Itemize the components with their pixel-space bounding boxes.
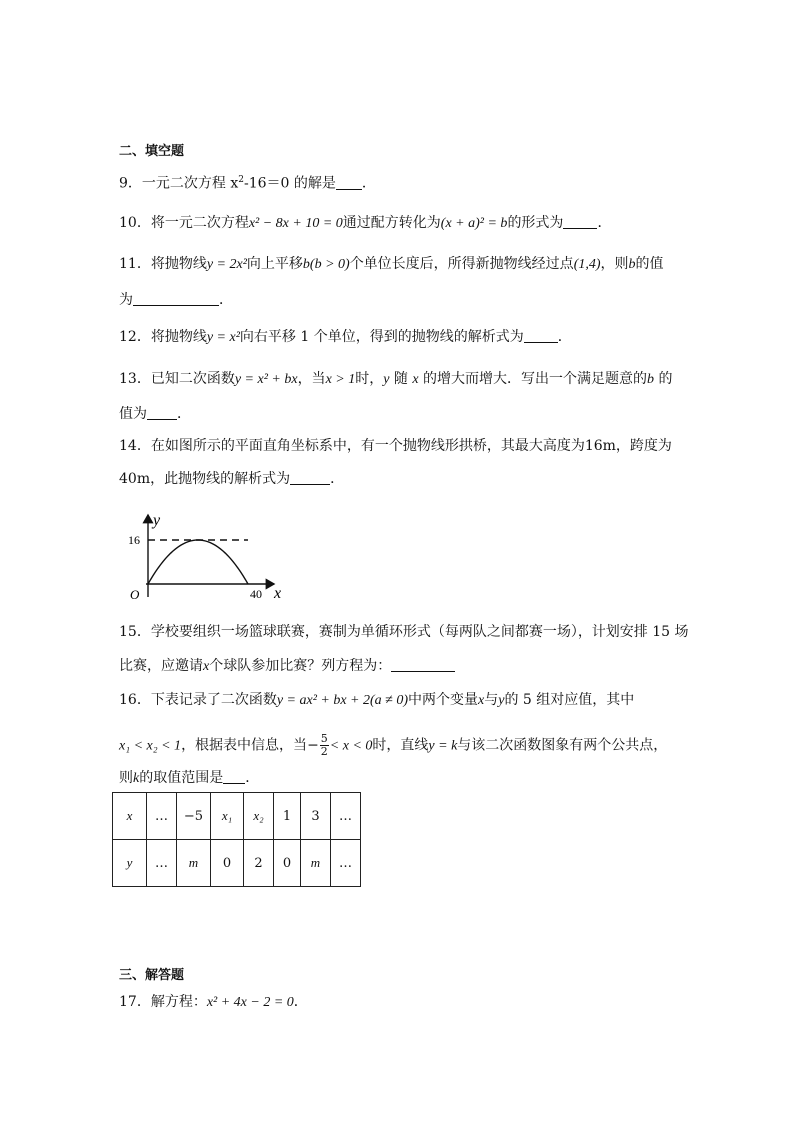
q12-text-a: 12．将抛物线 [119,329,207,345]
fraction-denominator: 2 [320,745,328,758]
table-cell: 2 [244,840,274,887]
q15-text-a: 15．学校要组织一场篮球联赛，赛制为单循环形式（每两队之间都赛一场），计划安排 15 场 [119,624,689,640]
q16-text-e: 与 [484,692,499,708]
question-11-line-2 [119,291,233,309]
answer-blank [223,769,245,784]
q16-var-y: y [498,693,505,708]
question-12 [119,328,572,347]
q14-text-a: 14．在如图所示的平面直角坐标系中，有一个抛物线形拱桥，其最大高度为16m，跨度为 [119,438,672,454]
table-cell: 3 [301,793,331,840]
table-cell: m [177,840,211,887]
q9-text-b: -16＝0 的解是 [244,175,336,192]
q11-var-b: b [628,257,636,272]
value-table [112,792,361,887]
q15-text-b: 比赛，应邀请 [119,658,203,674]
q13-text-c: ，当 [297,371,326,387]
q13-var-x: x [412,372,419,387]
question-16-line-3 [119,769,259,788]
q10-text-a: 10．将一元二次方程 [119,215,249,231]
fraction-numerator: 5 [320,732,328,745]
q16-minus: − [307,737,319,754]
q10-text-c: 通过配方转化为 [342,215,441,231]
answer-blank [524,328,558,343]
q13-text-i: 的增大而增大．写出一个满足题意的 [418,371,648,387]
question-15-line-1 [119,623,689,641]
x-tick-40: 40 [250,587,262,601]
q11-text-j: 为 [119,292,133,308]
q14-text-c: ． [330,471,345,487]
q16-condition: x₁ < x₂ < 1 [119,738,182,754]
q11-text-a: 11．将抛物线 [119,256,207,272]
q9-text-c: ． [361,175,376,192]
q12-formula: y = x² [206,330,240,345]
q16-var-k: k [133,771,140,786]
answer-blank [336,175,362,190]
q11-text-k: ． [219,292,233,308]
q16-text-s: ． [245,770,260,786]
q13-text-g: 随 [389,371,413,387]
question-15-line-2 [119,657,455,676]
question-10 [119,214,611,233]
q10-formula: x² − 8x + 10 = 0 [248,216,343,231]
q11-text-g: ，则 [600,256,629,272]
answer-blank [147,405,177,420]
q16-var-x: x [478,693,485,708]
q11-text-c: 向上平移 [246,256,303,272]
q13-var-y: y [383,372,390,387]
question-11-line-1 [119,255,664,274]
q11-shift: b(b > 0) [302,257,350,272]
table-row [113,840,361,887]
q16-text-r: 的取值范围是 [139,770,224,786]
q12-text-c: 向右平移 1 个单位，得到的抛物线的解析式为 [239,329,524,345]
q17-equation: x² + 4x − 2 = 0 [206,995,294,1010]
q16-text-l: 时，直线 [372,737,429,754]
q13-text-m: ． [177,406,191,422]
answer-blank [290,470,330,485]
answer-blank [133,291,219,306]
question-14-line-1 [119,437,672,455]
table-cell: −5 [177,793,211,840]
q16-range: < x < 0 [329,738,373,754]
q16-line-eq: y = k [428,738,458,754]
x-axis-label: x [274,585,282,602]
q9-text-a: 9．一元二次方程 x [119,175,239,192]
q16-text-p: 则 [119,770,133,786]
question-16-line-2 [119,733,667,758]
table-cell: … [147,840,177,887]
q11-point: (1,4) [573,257,601,272]
q10-text-f: ． [597,215,612,231]
q16-text-g: 的 5 组对应值，其中 [504,692,635,708]
q13-var-b: b [647,372,655,387]
q13-formula: y = x² + bx [234,372,298,387]
q11-text-e: 个单位长度后，所得新抛物线经过点 [349,256,574,272]
q16-text-c: 中两个变量 [408,692,479,708]
section-fill-title: 二、填空题 [119,144,185,159]
question-13-line-1 [119,370,672,389]
question-13-line-2 [119,405,191,423]
table-cell: … [331,793,361,840]
q16-text-i: ，根据表中信息，当 [181,737,308,754]
table-cell: y [113,840,147,887]
question-14-line-2 [119,470,344,488]
table-cell: x [113,793,147,840]
q11-formula: y = 2x² [206,257,247,272]
q15-text-d: 个球队参加比赛？列方程为： [209,658,392,674]
q16-text-a: 16．下表记录了二次函数 [119,692,277,708]
q17-text-c: ． [293,994,308,1010]
q15-var-x: x [203,659,210,674]
q11-text-i: 的值 [635,256,664,272]
question-16-line-1 [119,691,634,710]
answer-blank [563,214,597,229]
q14-text-b: 40m，此抛物线的解析式为 [119,471,291,487]
q16-text-o: 与该二次函数图象有两个公共点， [457,737,668,754]
table-cell: x₂ [244,793,274,840]
parabola-arch [148,540,248,584]
q13-text-l: 值为 [119,406,147,422]
table-row [113,793,361,840]
question-9: 9．一元二次方程 $x^2-16=0$ 的解是 ． [119,175,376,192]
table-cell: 1 [274,793,301,840]
fraction-five-halves [320,733,329,758]
table-cell: … [147,793,177,840]
q13-text-k: 的 [654,371,673,387]
y-axis-label: y [153,512,161,529]
table-cell: 0 [211,840,244,887]
section-solve-title: 三、解答题 [119,968,185,983]
parabola-bridge-graph [126,505,296,605]
table-cell: x₁ [211,793,244,840]
table-cell: 0 [274,840,301,887]
q13-condition: x > 1 [325,372,356,387]
table-cell: … [331,840,361,887]
origin-label: O [130,587,140,602]
question-17 [119,993,308,1012]
answer-blank [391,657,455,672]
table-cell: m [301,840,331,887]
q10-text-e: 的形式为 [507,215,564,231]
q17-text-a: 17．解方程： [119,994,207,1010]
q10-target-form: (x + a)² = b [440,216,508,231]
q13-text-e: 时， [355,371,384,387]
q12-text-d: ． [557,329,572,345]
y-tick-16: 16 [128,533,140,547]
q13-text-a: 13．已知二次函数 [119,371,235,387]
q16-function: y = ax² + bx + 2(a ≠ 0) [276,693,409,708]
